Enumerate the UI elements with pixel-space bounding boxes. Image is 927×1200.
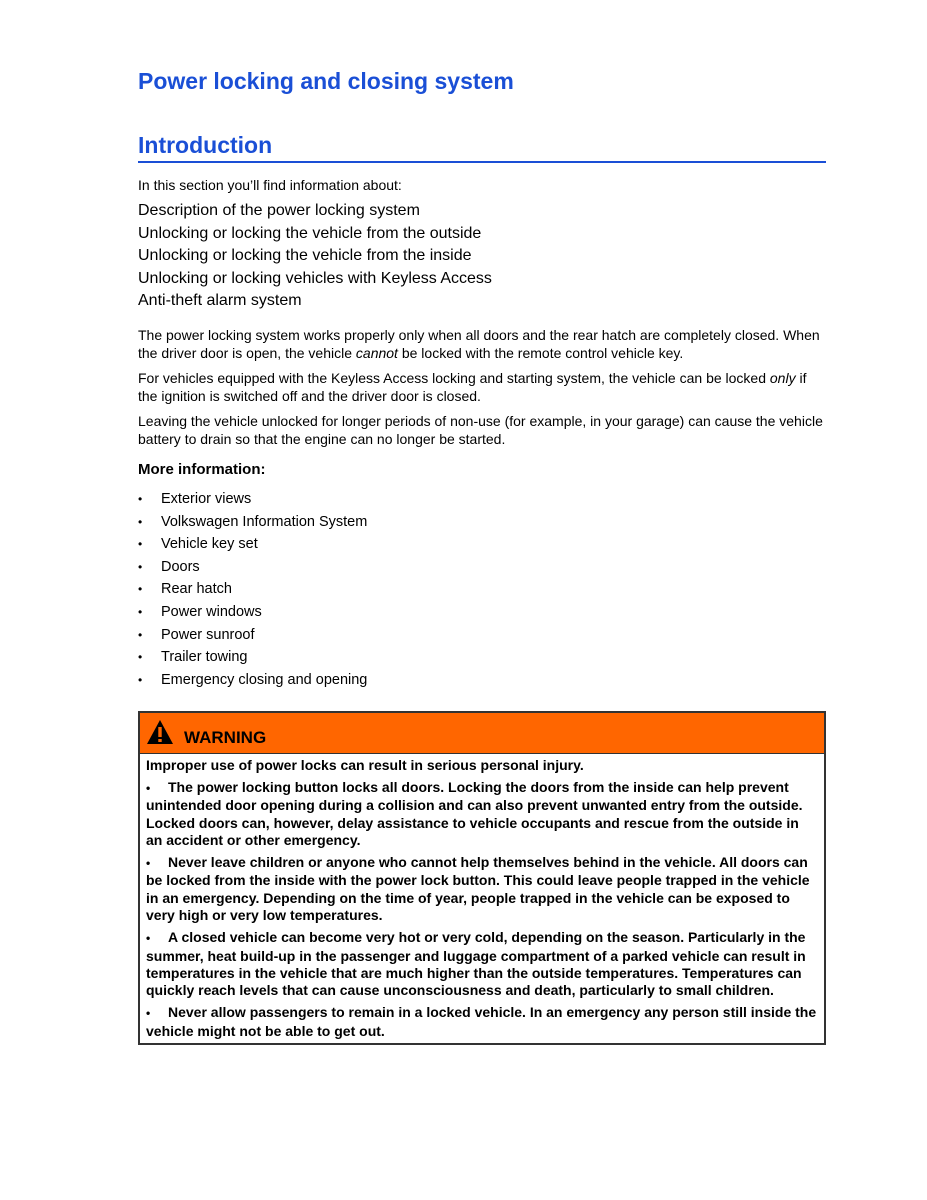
warning-point (146, 1004, 818, 1040)
more-info-link[interactable]: Doors (161, 558, 200, 575)
more-info-item[interactable] (138, 578, 367, 601)
paragraph-text: be locked with the remote control vehicle key. (397, 344, 684, 361)
more-info-link[interactable]: Emergency closing and opening (161, 671, 368, 688)
more-info-link[interactable]: Volkswagen Information System (161, 513, 368, 530)
paragraph-text: The power locking system works properly only when all doors and the rear hatch are completely closed. When the driver door is open, the vehicle (138, 327, 820, 361)
bullet-icon: • (138, 672, 143, 687)
warning-lead: Improper use of power locks can result in serious personal injury. (146, 757, 584, 773)
paragraph-emphasis: cannot (355, 344, 398, 361)
body-paragraphs (138, 327, 826, 456)
warning-point-text: A closed vehicle can become very hot or very cold, depending on the season. Particularly in the summer, heat build-up in the passenger and luggage compartment of a parked vehicle can result in temperatures in the vehicle that are much higher than the outside temperatures. Temperatures can quickly reach levels that can cause unconsciousness and death, particularly to small children. (146, 929, 806, 999)
more-info-item[interactable] (138, 646, 367, 669)
bullet-icon: • (138, 514, 143, 529)
topic-item: Unlocking or locking the vehicle from the inside (138, 247, 472, 265)
bullet-icon: • (138, 650, 143, 665)
bullet-icon: • (146, 1006, 151, 1021)
warning-point (146, 929, 818, 1000)
more-info-item[interactable] (138, 533, 367, 556)
more-info-link[interactable]: Rear hatch (161, 581, 232, 598)
bullet-icon: • (138, 604, 143, 619)
topic-item: Unlocking or locking the vehicle from the outside (138, 224, 482, 242)
chapter-title: Power locking and closing system (138, 68, 514, 94)
topic-item: Description of the power locking system (138, 202, 420, 219)
topic-item: Unlocking or locking vehicles with Keyless Access (138, 269, 492, 287)
paragraph-text: For vehicles equipped with the Keyless Access locking and starting system, the vehicle can be locked (138, 370, 770, 386)
intro-text: In this section you’ll find information about: (138, 177, 402, 193)
more-info-link[interactable]: Exterior views (161, 491, 252, 507)
more-info-link[interactable]: Power sunroof (161, 626, 255, 643)
warning-body (140, 754, 824, 1043)
warning-box (138, 711, 826, 1045)
more-information-heading: More information: (138, 461, 266, 478)
more-info-link[interactable]: Vehicle key set (161, 536, 258, 553)
bullet-icon: • (146, 856, 151, 871)
more-info-item[interactable] (138, 488, 367, 511)
warning-point-text: Never allow passengers to remain in a locked vehicle. In an emergency any person still inside the vehicle might not be able to get out. (146, 1004, 817, 1039)
bullet-icon: • (138, 627, 143, 642)
more-info-item[interactable] (138, 601, 367, 624)
bullet-icon: • (138, 492, 143, 506)
topic-item: Anti-theft alarm system (138, 292, 302, 310)
topic-list (138, 200, 492, 313)
section-title: Introduction (138, 132, 826, 163)
more-info-item[interactable] (138, 511, 367, 534)
paragraph-emphasis: only (769, 370, 796, 386)
warning-point-text: Never leave children or anyone who cannot help themselves behind in the vehicle. All doors can be locked from the inside with the power lock button. This could leave people trapped in the vehicle in an emergency. Depending on the time of year, people trapped in the vehicle can be exposed to very high or very low temperatures. (146, 854, 810, 924)
bullet-icon: • (138, 559, 143, 574)
paragraph-keyless-access (138, 370, 826, 405)
bullet-icon: • (146, 780, 151, 795)
paragraph-text: if the ignition is switched off and the driver door is closed. (138, 370, 807, 404)
more-info-item[interactable] (138, 624, 367, 647)
warning-header (140, 713, 824, 754)
paragraph-battery-drain: Leaving the vehicle unlocked for longer periods of non-use (for example, in your garage) can cause the vehicle battery to drain so that the engine can no longer be started. (138, 413, 823, 447)
warning-triangle-icon (146, 719, 174, 745)
warning-point-text: The power locking button locks all doors. Locking the doors from the inside can help prevent unintended door opening during a collision and can also prevent unwanted entry from the outside. Locked doors can, however, delay assistance to vehicle occupants and rescue from the outside in an accident or other emergency. (146, 778, 803, 849)
more-info-item[interactable] (138, 669, 367, 692)
bullet-icon: • (138, 582, 143, 597)
more-information-list (138, 488, 367, 691)
bullet-icon: • (146, 931, 151, 946)
more-info-item[interactable] (138, 556, 367, 579)
warning-point (146, 779, 818, 850)
bullet-icon: • (138, 537, 143, 552)
paragraph-power-locking (138, 327, 826, 362)
warning-point (146, 854, 818, 925)
more-info-link[interactable]: Trailer towing (161, 649, 248, 666)
warning-label: WARNING (184, 728, 267, 747)
more-info-link[interactable]: Power windows (161, 603, 262, 620)
